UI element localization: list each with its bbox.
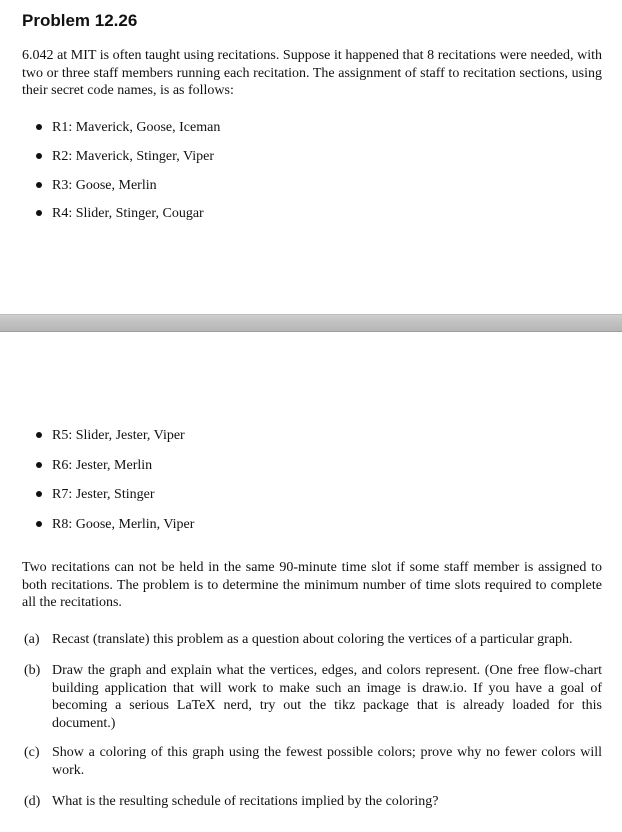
bullet-icon [36,182,42,188]
bullet-icon [36,432,42,438]
list-item [36,516,194,534]
part-b [22,662,602,732]
recitation-text: R8: Goose, Merlin, Viper [52,517,195,532]
recitation-text: R7: Jester, Stinger [52,487,155,502]
problem-title: Problem 12.26 [22,11,138,30]
recitation-text: R3: Goose, Merlin [52,178,157,193]
part-text: Recast (translate) this problem as a question about coloring the vertices of a particular graph. [52,632,573,647]
list-item [36,427,185,445]
bullet-icon [36,491,42,497]
part-c [22,744,602,779]
recitation-text: R1: Maverick, Goose, Iceman [52,120,221,135]
bullet-icon [36,210,42,216]
part-text: Draw the graph and explain what the vertices, edges, and colors represent. (One free flow-chart building application that will work to make such an image is draw.io. If you have a goal of becoming a serious LaTeX nerd, try out the tikz package that is already loaded for this document.) [52,663,602,731]
part-label: (b) [24,663,41,678]
bullet-icon [36,153,42,159]
page-separator [0,314,622,332]
part-a [22,631,602,649]
list-item [36,486,154,504]
part-d [22,793,602,811]
part-label: (a) [24,632,40,647]
intro-paragraph: 6.042 at MIT is often taught using recitations. Suppose it happened that 8 recitations were needed, with two or three staff members running each recitation. The assignment of staff to recitation sections, using their secret code names, is as follows: [22,48,602,98]
recitation-text: R2: Maverick, Stinger, Viper [52,149,215,164]
document-page-bottom [0,332,622,832]
part-label: (d) [24,794,41,809]
document-page-top [0,0,622,315]
list-item [36,177,157,195]
bullet-icon [36,462,42,468]
part-text: Show a coloring of this graph using the fewest possible colors; prove why no fewer colors will work. [52,745,602,778]
outro-paragraph: Two recitations can not be held in the same 90-minute time slot if some staff member is assigned to both recitations. The problem is to determine the minimum number of time slots required to complete all the recitations. [22,560,602,610]
bullet-icon [36,521,42,527]
bullet-icon [36,124,42,130]
list-item [36,205,204,223]
list-item [36,148,214,166]
part-label: (c) [24,745,40,760]
recitation-text: R4: Slider, Stinger, Cougar [52,206,204,221]
recitation-text: R6: Jester, Merlin [52,458,153,473]
list-item [36,119,220,137]
part-text: What is the resulting schedule of recitations implied by the coloring? [52,794,439,809]
recitation-text: R5: Slider, Jester, Viper [52,428,185,443]
list-item [36,457,152,475]
